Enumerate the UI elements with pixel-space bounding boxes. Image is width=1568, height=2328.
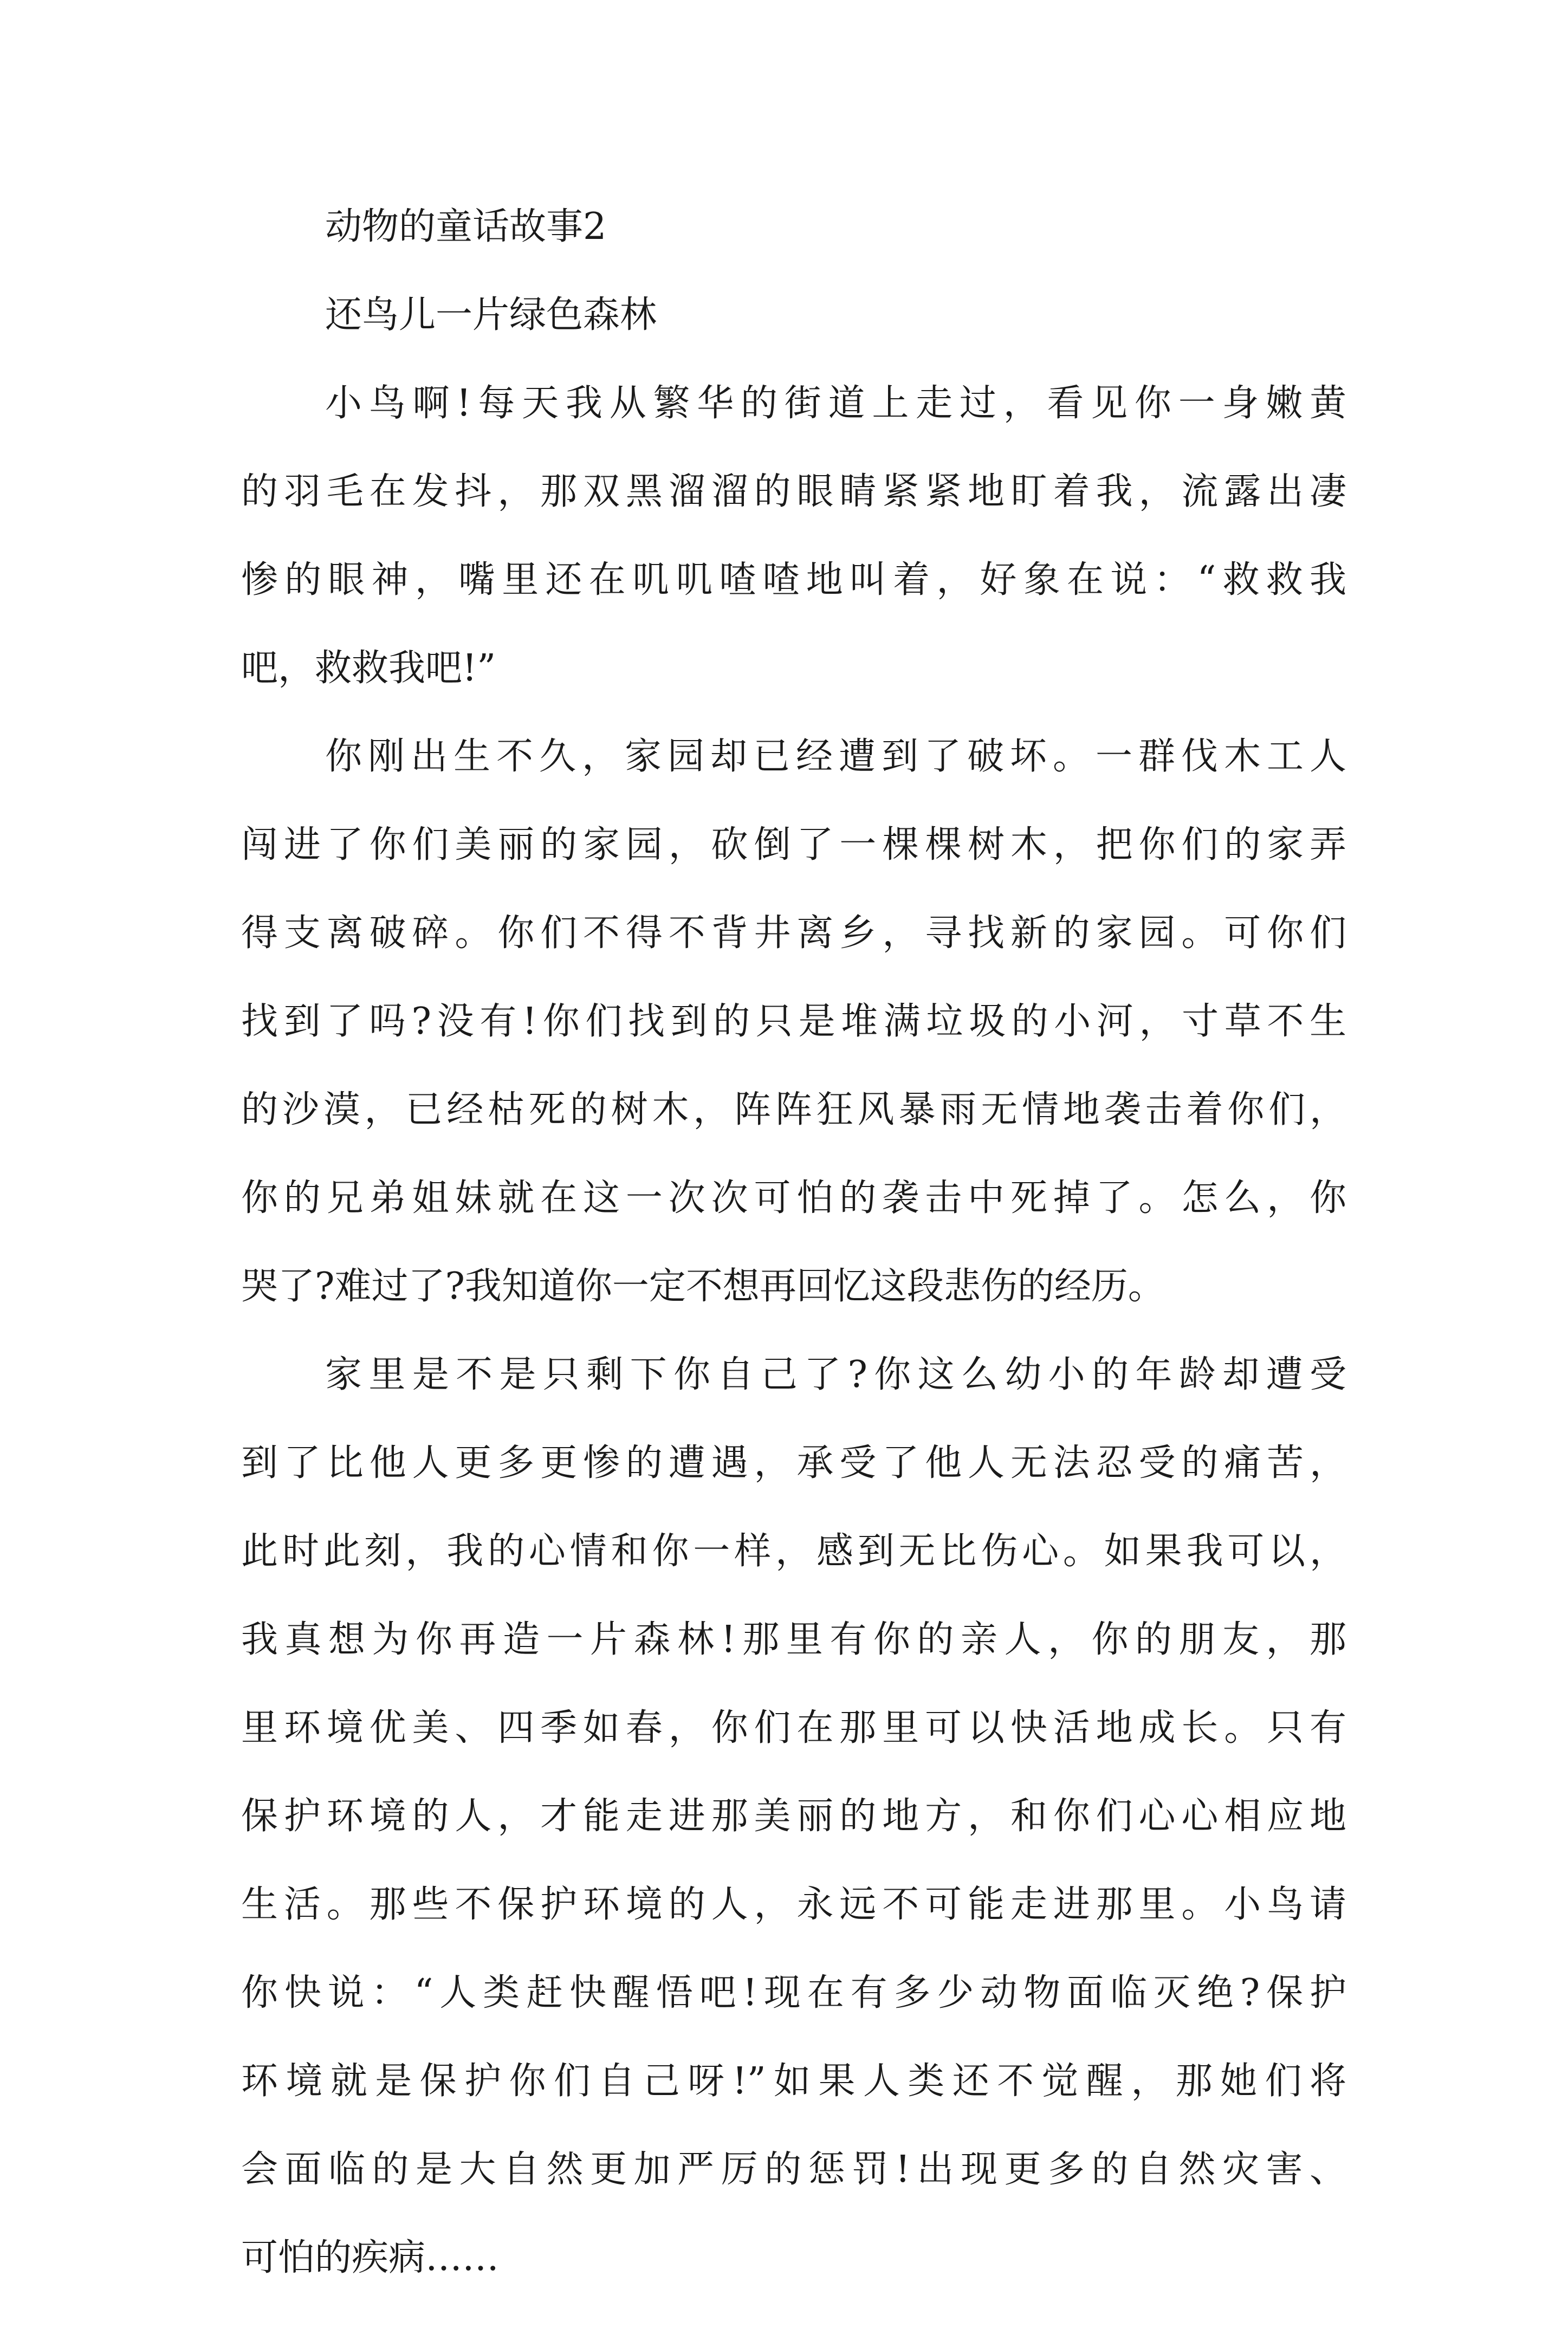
document-heading: 动物的童话故事2 [325,205,607,248]
paragraph-2-line-1: 你刚出生不久，家园却已经遭到了破坏。一群伐木工人 [325,735,1346,778]
paragraph-1-line-2: 的羽毛在发抖，那双黑溜溜的眼睛紧紧地盯着我，流露出凄 [241,470,1346,513]
paragraph-2-line-2: 闯进了你们美丽的家园，砍倒了一棵棵树木，把你们的家弄 [241,823,1346,866]
document-body [241,205,1346,2328]
paragraph-3-line-7: 生活。那些不保护环境的人，永远不可能走进那里。小鸟请 [241,1883,1346,1926]
paragraph-3-line-10: 会面临的是大自然更加严厉的惩罚!出现更多的自然灾害、 [241,2148,1346,2191]
paragraph-3-line-4: 我真想为你再造一片森林!那里有你的亲人，你的朋友，那 [241,1618,1346,1661]
paragraph-1-line-1: 小鸟啊!每天我从繁华的街道上走过，看见你一身嫩黄 [325,382,1346,425]
paragraph-1-line-4: 吧，救救我吧!” [241,647,496,690]
paragraph-3-line-2: 到了比他人更多更惨的遭遇，承受了他人无法忍受的痛苦， [241,1442,1346,1484]
paragraph-3-line-11: 可怕的疾病…… [241,2236,500,2279]
paragraph-1-line-3: 惨的眼神，嘴里还在叽叽喳喳地叫着，好象在说：“救救我 [241,559,1346,601]
paragraph-3-line-3: 此时此刻，我的心情和你一样，感到无比伤心。如果我可以， [241,1530,1346,1573]
paragraph-3-line-8: 你快说：“人类赶快醒悟吧!现在有多少动物面临灭绝?保护 [241,1972,1346,2014]
paragraph-2-line-5: 的沙漠，已经枯死的树木，阵阵狂风暴雨无情地袭击着你们， [241,1088,1346,1131]
paragraph-2-line-3: 得支离破碎。你们不得不背井离乡，寻找新的家园。可你们 [241,912,1346,955]
paragraph-3-line-6: 保护环境的人，才能走进那美丽的地方，和你们心心相应地 [241,1795,1346,1838]
paragraph-2-line-6: 你的兄弟姐妹就在这一次次可怕的袭击中死掉了。怎么，你 [241,1177,1346,1220]
story-title: 还鸟儿一片绿色森林 [325,294,657,336]
paragraph-3-line-5: 里环境优美、四季如春，你们在那里可以快活地成长。只有 [241,1707,1346,1749]
paragraph-2-line-4: 找到了吗?没有!你们找到的只是堆满垃圾的小河，寸草不生 [241,1000,1346,1043]
paragraph-2-line-7: 哭了?难过了?我知道你一定不想再回忆这段悲伤的经历。 [241,1265,1165,1308]
paragraph-3-line-9: 环境就是保护你们自己呀!”如果人类还不觉醒，那她们将 [241,2060,1346,2103]
paragraph-3-line-1: 家里是不是只剩下你自己了?你这么幼小的年龄却遭受 [325,1353,1346,1396]
